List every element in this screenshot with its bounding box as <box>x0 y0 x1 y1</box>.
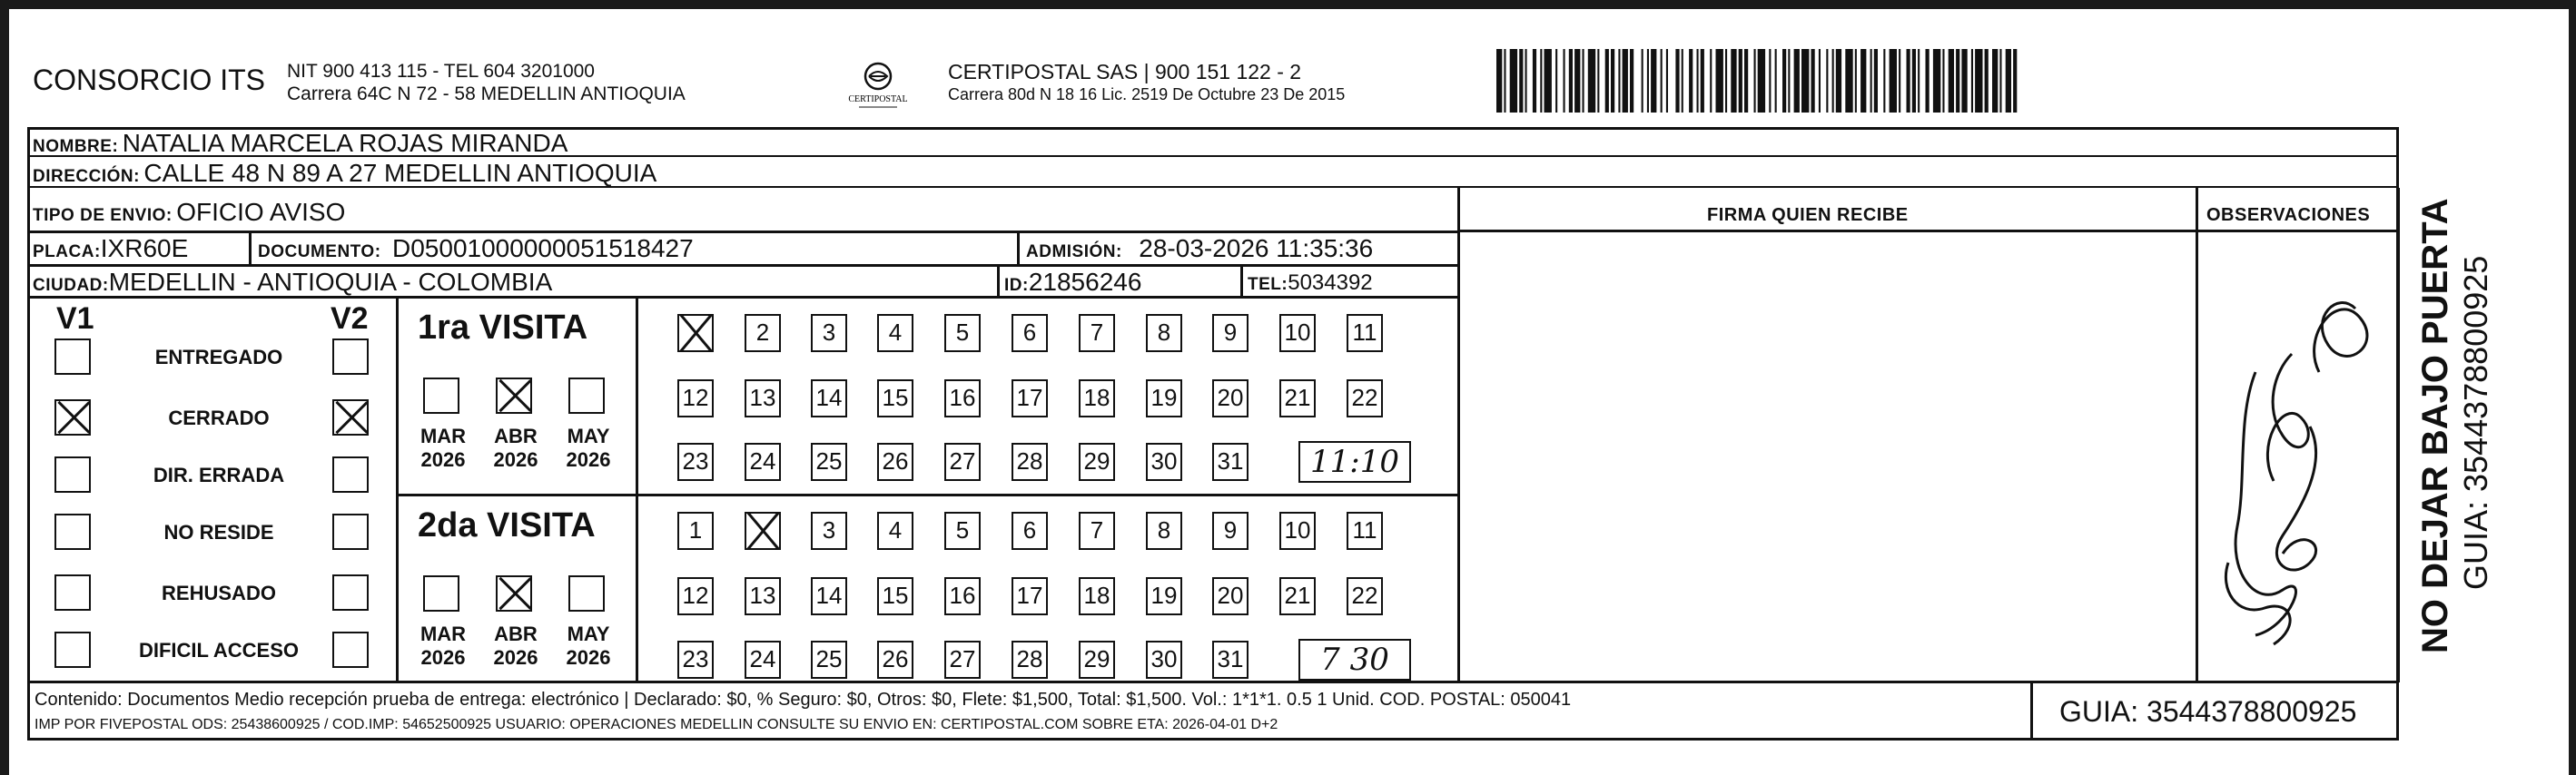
visit-title: 2da VISITA <box>418 506 596 544</box>
day-box[interactable]: 4 <box>877 512 913 550</box>
day-box[interactable]: 15 <box>877 379 913 417</box>
visit-title: 1ra VISITA <box>418 309 588 347</box>
month-year: 2026 <box>493 448 538 471</box>
footer-guia-divider <box>2030 681 2033 741</box>
day-box[interactable]: 9 <box>1212 512 1249 550</box>
ciudad-row-divider <box>27 296 1458 299</box>
nombre-value: NATALIA MARCELA ROJAS MIRANDA <box>122 129 568 157</box>
v2-header: V2 <box>331 301 369 336</box>
recipient-signature <box>2201 263 2395 662</box>
status-label: DIR. ERRADA <box>153 464 285 486</box>
day-box[interactable]: 30 <box>1146 443 1182 481</box>
month-year: 2026 <box>566 448 611 471</box>
scan-edge-top <box>0 0 2576 9</box>
day-box[interactable]: 20 <box>1212 379 1249 417</box>
month-label <box>414 425 472 472</box>
day-box[interactable]: 31 <box>1212 443 1249 481</box>
id-label: ID: <box>1004 276 1029 295</box>
day-box[interactable]: 5 <box>944 314 981 352</box>
day-box[interactable]: 26 <box>877 443 913 481</box>
footer-print-info: IMP POR FIVEPOSTAL ODS: 25438600925 / COD.IMP: 54652500925 USUARIO: OPERACIONES MEDELLIN CONSULTE SU ENVIO EN: CERTIPOSTAL.COM SOBRE ETA: 2026-04-01 D+2 <box>35 717 1278 732</box>
tipo-label: TIPO DE ENVIO: <box>33 206 173 225</box>
month-name: MAY <box>567 425 610 447</box>
visit-time: 11:10 <box>1298 441 1411 483</box>
v2-checkbox[interactable] <box>332 399 369 436</box>
status-label: CERRADO <box>168 407 270 429</box>
day-box[interactable]: 11 <box>1347 512 1383 550</box>
day-box[interactable]: 12 <box>677 379 714 417</box>
day-box[interactable]: 29 <box>1079 443 1115 481</box>
day-box[interactable]: 25 <box>811 641 847 679</box>
day-box[interactable]: 8 <box>1146 314 1182 352</box>
company-info <box>287 60 686 105</box>
month-checkbox[interactable] <box>568 575 605 612</box>
status-label: REHUSADO <box>162 582 276 604</box>
month-name: ABR <box>494 623 538 645</box>
month-name: ABR <box>494 425 538 447</box>
day-box[interactable]: 18 <box>1079 379 1115 417</box>
month-name: MAR <box>419 623 467 645</box>
v2-checkbox[interactable] <box>332 514 369 550</box>
documento-value: D05001000000051518427 <box>392 234 694 262</box>
admision-value: 28-03-2026 11:35:36 <box>1139 234 1374 262</box>
visit-time: 7 30 <box>1298 639 1411 681</box>
tel-label: TEL: <box>1248 275 1288 294</box>
footer-content: Contenido: Documentos Medio recepción prueba de entrega: electrónico | Declarado: $0, % Seguro: $0, Otros: $0, Flete: $1,500, Total: $1,500. Vol.: 1*1*1. 0.5 1 Unid. COD. POSTAL: 050041 <box>35 690 1572 710</box>
day-box[interactable]: 29 <box>1079 641 1115 679</box>
day-box[interactable]: 24 <box>745 641 781 679</box>
visit-divider <box>396 494 1458 496</box>
day-box[interactable]: 11 <box>1347 314 1383 352</box>
footer-guia: GUIA: 3544378800925 <box>2059 695 2357 728</box>
direccion-row <box>27 157 2399 188</box>
day-box[interactable] <box>677 314 714 352</box>
v1-header: V1 <box>56 301 94 336</box>
month-year: 2026 <box>420 646 466 669</box>
month-checkbox[interactable] <box>568 378 605 414</box>
company-address: Carrera 64C N 72 - 58 MEDELLIN ANTIOQUIA <box>287 83 686 104</box>
month-checkbox[interactable] <box>496 575 532 612</box>
day-box[interactable]: 21 <box>1279 379 1316 417</box>
status-label: NO RESIDE <box>163 521 274 544</box>
side-guia: GUIA: 3544378800925 <box>2457 255 2494 590</box>
id-field <box>1004 268 1141 297</box>
day-box[interactable]: 13 <box>745 577 781 615</box>
v1-checkbox[interactable] <box>54 574 91 611</box>
observaciones-left-border <box>2196 188 2198 682</box>
day-box[interactable]: 30 <box>1146 641 1182 679</box>
month-label <box>414 623 472 670</box>
tel-divider <box>1240 264 1243 296</box>
admision-label: ADMISIÓN: <box>1026 242 1122 261</box>
company-name: CONSORCIO ITS <box>33 64 266 96</box>
day-box[interactable] <box>745 512 781 550</box>
day-box[interactable]: 14 <box>811 577 847 615</box>
placa-divider <box>249 231 252 264</box>
side-warning: NO DEJAR BAJO PUERTA <box>2415 198 2455 653</box>
v2-checkbox[interactable] <box>332 456 369 493</box>
courier-name: CERTIPOSTAL SAS | 900 151 122 - 2 <box>948 60 1302 83</box>
tipo-row <box>27 188 2399 231</box>
day-box[interactable]: 2 <box>745 314 781 352</box>
certipostal-logo <box>828 60 928 114</box>
tipo-row-divider <box>27 231 1458 233</box>
v1-checkbox[interactable] <box>54 514 91 550</box>
day-box[interactable]: 23 <box>677 443 714 481</box>
v1-checkbox[interactable] <box>54 456 91 493</box>
documento-field <box>258 234 694 263</box>
placa-field <box>33 234 188 263</box>
month-label <box>487 623 545 670</box>
month-checkbox[interactable] <box>423 575 459 612</box>
tel-field <box>1248 270 1373 296</box>
day-box[interactable]: 6 <box>1012 314 1048 352</box>
day-box[interactable]: 24 <box>745 443 781 481</box>
v1-checkbox[interactable] <box>54 399 91 436</box>
month-name: MAY <box>567 623 610 645</box>
id-value: 21856246 <box>1028 268 1142 296</box>
observaciones-right-border <box>2397 188 2400 682</box>
placa-label: PLACA: <box>33 242 101 261</box>
month-name: MAR <box>419 425 467 447</box>
logo-wordmark: CERTIPOSTAL <box>848 94 908 104</box>
day-box[interactable]: 26 <box>877 641 913 679</box>
admision-field <box>1026 234 1373 263</box>
month-label <box>559 623 617 670</box>
month-year: 2026 <box>493 646 538 669</box>
month-label <box>559 425 617 472</box>
day-box[interactable]: 5 <box>944 512 981 550</box>
day-box[interactable]: 19 <box>1146 577 1182 615</box>
day-box[interactable]: 28 <box>1012 641 1048 679</box>
status-divider <box>396 296 399 682</box>
firma-label: FIRMA QUIEN RECIBE <box>1707 205 1909 225</box>
status-label: DIFICIL ACCESO <box>138 639 299 662</box>
nombre-row <box>27 127 2399 157</box>
v2-checkbox[interactable] <box>332 632 369 668</box>
day-box[interactable]: 10 <box>1279 512 1316 550</box>
month-year: 2026 <box>566 646 611 669</box>
day-box[interactable]: 22 <box>1347 577 1383 615</box>
footer-top-line <box>27 681 2399 683</box>
month-divider <box>636 296 638 682</box>
day-box[interactable]: 4 <box>877 314 913 352</box>
day-box[interactable]: 17 <box>1012 379 1048 417</box>
status-label: ENTREGADO <box>154 346 283 368</box>
day-box[interactable]: 23 <box>677 641 714 679</box>
month-checkbox[interactable] <box>496 378 532 414</box>
documento-label: DOCUMENTO: <box>258 242 381 261</box>
id-divider <box>997 264 1000 296</box>
day-box[interactable]: 27 <box>944 641 981 679</box>
day-box[interactable]: 16 <box>944 577 981 615</box>
day-box[interactable]: 21 <box>1279 577 1316 615</box>
courier-info <box>948 60 1345 105</box>
scan-edge-right <box>2569 0 2576 775</box>
day-box[interactable]: 12 <box>677 577 714 615</box>
direccion-value: CALLE 48 N 89 A 27 MEDELLIN ANTIOQUIA <box>143 159 657 187</box>
day-box[interactable]: 15 <box>877 577 913 615</box>
placa-row-divider <box>27 264 1458 267</box>
day-box[interactable]: 28 <box>1012 443 1048 481</box>
day-box[interactable]: 19 <box>1146 379 1182 417</box>
direccion-label: DIRECCIÓN: <box>33 167 140 186</box>
day-box[interactable]: 14 <box>811 379 847 417</box>
barcode <box>1496 49 2217 113</box>
observaciones-label: OBSERVACIONES <box>2206 205 2371 225</box>
month-year: 2026 <box>420 448 466 471</box>
day-box[interactable]: 7 <box>1079 314 1115 352</box>
month-label <box>487 425 545 472</box>
day-box[interactable]: 20 <box>1212 577 1249 615</box>
day-box[interactable]: 1 <box>677 512 714 550</box>
day-box[interactable]: 27 <box>944 443 981 481</box>
v2-checkbox[interactable] <box>332 574 369 611</box>
v1-checkbox[interactable] <box>54 632 91 668</box>
day-box[interactable]: 7 <box>1079 512 1115 550</box>
day-box[interactable]: 25 <box>811 443 847 481</box>
ciudad-label: CIUDAD: <box>33 276 109 295</box>
nombre-label: NOMBRE: <box>33 137 119 156</box>
day-box[interactable]: 16 <box>944 379 981 417</box>
tipo-value: OFICIO AVISO <box>176 198 346 226</box>
day-box[interactable]: 18 <box>1079 577 1115 615</box>
day-box[interactable]: 3 <box>811 512 847 550</box>
day-box[interactable]: 9 <box>1212 314 1249 352</box>
signature-header-line <box>1458 230 2399 232</box>
ciudad-value: MEDELLIN - ANTIOQUIA - COLOMBIA <box>108 268 553 296</box>
v2-checkbox[interactable] <box>332 338 369 375</box>
admision-divider <box>1017 231 1020 264</box>
placa-value: IXR60E <box>100 234 189 262</box>
tel-value: 5034392 <box>1288 270 1373 295</box>
day-box[interactable]: 22 <box>1347 379 1383 417</box>
day-box[interactable]: 13 <box>745 379 781 417</box>
day-box[interactable]: 8 <box>1146 512 1182 550</box>
scan-edge-left <box>0 0 9 775</box>
month-checkbox[interactable] <box>423 378 459 414</box>
ciudad-field <box>33 268 552 297</box>
courier-address: Carrera 80d N 18 16 Lic. 2519 De Octubre 23 De 2015 <box>948 85 1346 103</box>
day-box[interactable]: 6 <box>1012 512 1048 550</box>
day-box[interactable]: 17 <box>1012 577 1048 615</box>
day-box[interactable]: 31 <box>1212 641 1249 679</box>
company-nit-tel: NIT 900 413 115 - TEL 604 3201000 <box>287 61 595 82</box>
day-box[interactable]: 10 <box>1279 314 1316 352</box>
signature-left-border <box>1457 188 1460 682</box>
v1-checkbox[interactable] <box>54 338 91 375</box>
day-box[interactable]: 3 <box>811 314 847 352</box>
